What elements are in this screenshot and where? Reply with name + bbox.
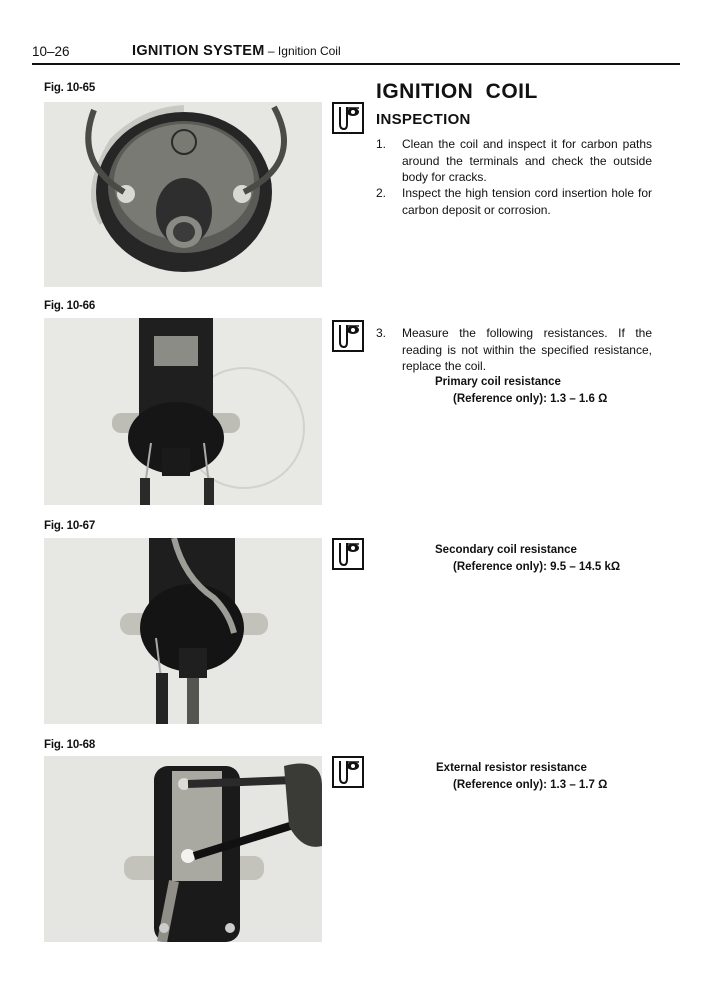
step-3 bbox=[376, 325, 652, 375]
step-number: 3. bbox=[376, 326, 387, 340]
section-subtitle: – Ignition Coil bbox=[264, 44, 341, 58]
spec-resistor-name: External resistor resistance bbox=[436, 762, 587, 774]
step-text: Inspect the high tension cord insertion hole for carbon deposit or corrosion. bbox=[402, 186, 652, 217]
spec-secondary-value: (Reference only): 9.5 – 14.5 kΩ bbox=[453, 561, 621, 573]
page-title: IGNITION COIL bbox=[376, 80, 538, 103]
inspect-eye-icon bbox=[332, 756, 364, 788]
page-header bbox=[32, 44, 480, 64]
section-title bbox=[132, 43, 341, 59]
step-number: 2. bbox=[376, 186, 387, 200]
page-number: 10–26 bbox=[32, 44, 70, 59]
figure-photo-resistor-measurement bbox=[44, 756, 322, 942]
step-1 bbox=[376, 136, 652, 186]
inspect-eye-icon bbox=[332, 320, 364, 352]
figure-photo-secondary-measurement bbox=[44, 538, 322, 724]
step-text: Clean the coil and inspect it for carbon paths around the terminals and check the outside body for cracks. bbox=[402, 137, 652, 184]
spec-primary-value: (Reference only): 1.3 – 1.6 Ω bbox=[453, 393, 608, 405]
header-rule bbox=[32, 63, 680, 65]
figure-label: Fig. 10-67 bbox=[44, 520, 96, 532]
inspect-eye-icon bbox=[332, 102, 364, 134]
step-text: Measure the following resistances. If the reading is not within the specified resistance, replace the coil. bbox=[402, 326, 652, 373]
inspect-eye-icon bbox=[332, 538, 364, 570]
section-heading-inspection: INSPECTION bbox=[376, 111, 471, 128]
section-title-main: IGNITION SYSTEM bbox=[132, 43, 265, 59]
spec-primary-name: Primary coil resistance bbox=[435, 376, 561, 388]
figure-label: Fig. 10-68 bbox=[44, 739, 96, 751]
figure-photo-primary-measurement bbox=[44, 318, 322, 505]
spec-resistor-value: (Reference only): 1.3 – 1.7 Ω bbox=[453, 779, 608, 791]
step-2 bbox=[376, 185, 652, 218]
figure-label: Fig. 10-66 bbox=[44, 300, 96, 312]
spec-secondary-name: Secondary coil resistance bbox=[435, 544, 577, 556]
figure-label: Fig. 10-65 bbox=[44, 82, 96, 94]
figure-photo-coil-bottom bbox=[44, 102, 322, 287]
step-number: 1. bbox=[376, 137, 387, 151]
